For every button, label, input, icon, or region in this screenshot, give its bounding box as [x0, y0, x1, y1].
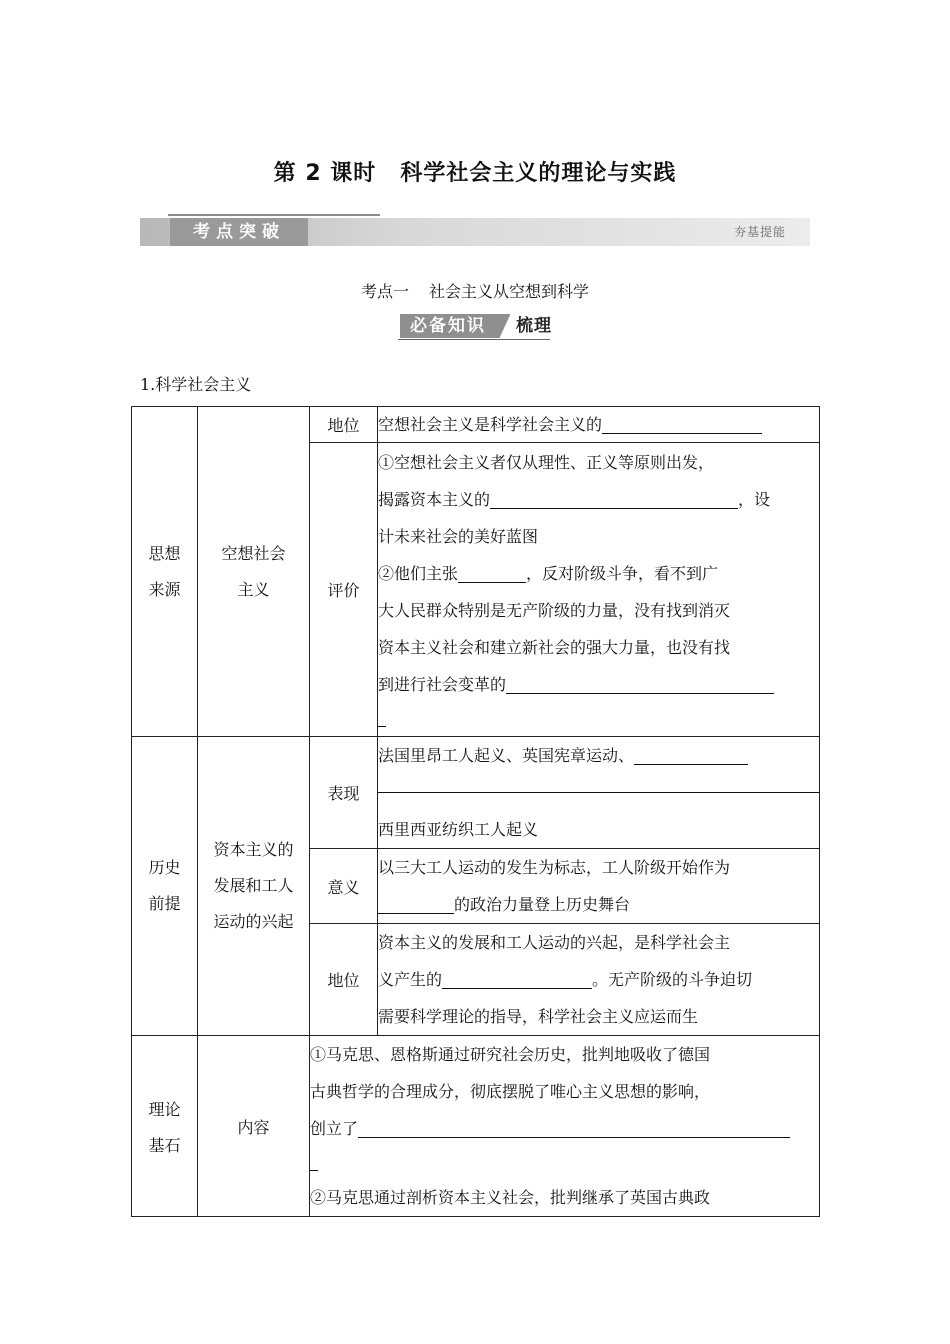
fill-blank[interactable] [378, 893, 454, 914]
point-subtitle [0, 279, 950, 302]
banner-right-text: 夯基提能 [733, 225, 786, 239]
content-cell: ①马克思、恩格斯通过研究社会历史，批判地吸收了德国 古典哲学的合理成分，彻底摆脱了唯心主义思想的影响， 创立了 ②马克思通过剖析资本主义社会，批判继承了英国古典政 [310, 1036, 820, 1217]
section-banner [140, 214, 810, 248]
fill-blank[interactable] [442, 968, 592, 989]
banner-label: 考点突破 [170, 218, 308, 246]
content-cell: 空想社会主义是科学社会主义的 [378, 407, 820, 443]
label-cell: 地位 [310, 924, 378, 1036]
label-cell: 评价 [310, 443, 378, 737]
table-row [132, 1036, 820, 1217]
fill-blank[interactable] [378, 774, 819, 793]
table-row [132, 407, 820, 443]
label-cell: 内容 [198, 1036, 310, 1217]
label-cell: 意义 [310, 849, 378, 924]
knowledge-table [131, 406, 820, 1217]
subcategory-cell: 空想社会 主义 [198, 407, 310, 737]
lesson-number: 第 2 课时 [273, 161, 377, 186]
tag-dark-label: 必备知识 [400, 314, 500, 338]
category-cell: 理论 基石 [132, 1036, 198, 1217]
subcategory-cell: 资本主义的 发展和工人 运动的兴起 [198, 737, 310, 1036]
content-cell: 资本主义的发展和工人运动的兴起，是科学社会主 义产生的 。无产阶级的斗争迫切 需要科学理论的指导，科学社会主义应运而生 [378, 924, 820, 1036]
lesson-topic: 科学社会主义的理论与实践 [400, 161, 677, 186]
content-cell: ①空想社会主义者仅从理性、正义等原则出发， 揭露资本主义的 ，设 计未来社会的美好蓝图 ②他们主张 ，反对阶级斗争，看不到广 大人民群众特别是无产阶级的力量，没有找到消灭 资本主义社会和建立新社会的强大力量，也没有找 到进行社会变革的 [378, 443, 820, 737]
fill-blank[interactable] [634, 744, 748, 765]
page-title [0, 156, 950, 187]
fill-blank[interactable] [458, 562, 526, 583]
label-cell: 表现 [310, 737, 378, 849]
content-cell: 法国里昂工人起义、英国宪章运动、 西里西亚纺织工人起义 [378, 737, 820, 849]
content-cell: 以三大工人运动的发生为标志，工人阶级开始作为 的政治力量登上历史舞台 [378, 849, 820, 924]
section-heading: 1.科学社会主义 [140, 375, 252, 394]
fill-blank[interactable] [358, 1117, 790, 1138]
tag-light-label: 梳理 [516, 316, 552, 336]
fill-blank[interactable] [490, 488, 738, 509]
category-cell: 历史 前提 [132, 737, 198, 1036]
knowledge-tag [400, 312, 556, 340]
point-name: 社会主义从空想到科学 [429, 282, 590, 301]
fill-blank[interactable] [602, 413, 762, 434]
point-number: 考点一 [360, 282, 409, 301]
fill-blank[interactable] [506, 673, 774, 694]
label-cell: 地位 [310, 407, 378, 443]
category-cell: 思想 来源 [132, 407, 198, 737]
table-row [132, 737, 820, 849]
